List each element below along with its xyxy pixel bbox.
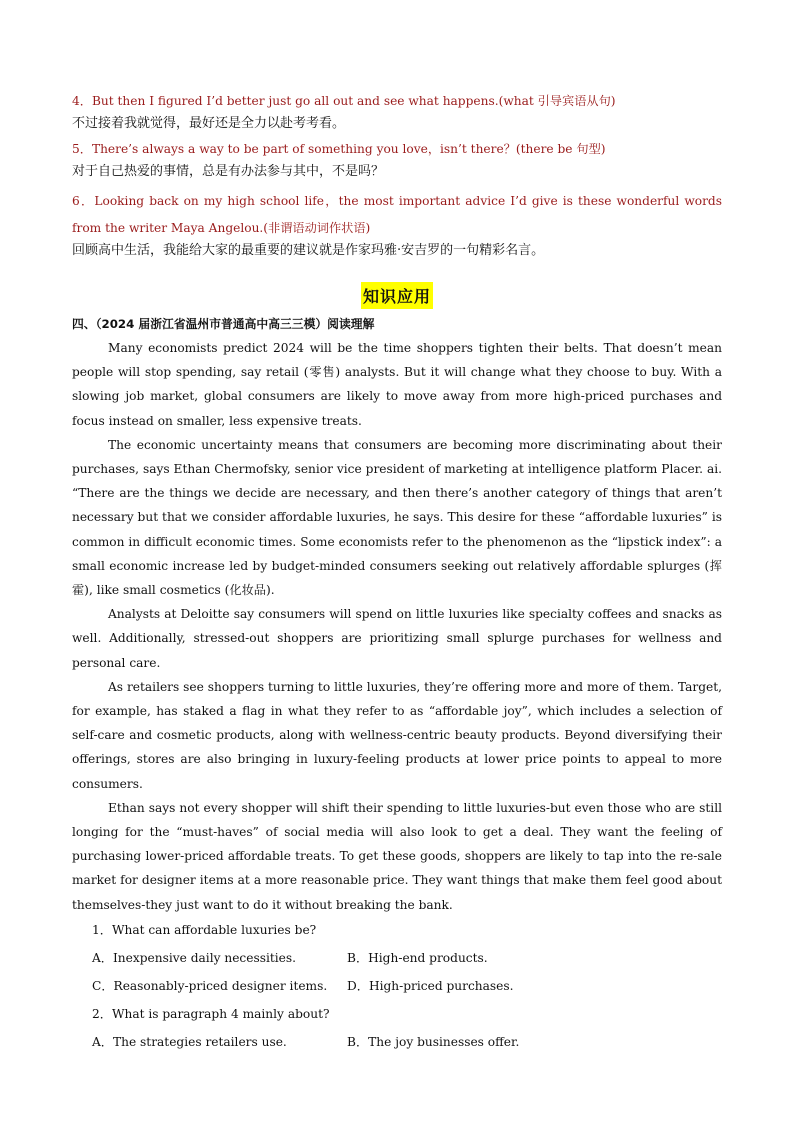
option-a[interactable]: A．The strategies retailers use. (92, 1034, 287, 1049)
section-title: 知识应用 (361, 282, 433, 309)
option-b[interactable]: B．High-end products. (347, 950, 488, 965)
question-2 (72, 1005, 722, 1051)
reading-passage (72, 336, 722, 917)
sentence-chinese: 对于自己热爱的事情，总是有办法参与其中，不是吗？ (72, 164, 385, 179)
sentence-chinese: 回顾高中生活，我能给大家的最重要的建议就是作家玛雅·安吉罗的一句精彩名言。 (72, 243, 545, 258)
option-b[interactable]: B．The joy businesses offer. (347, 1034, 520, 1049)
exercise-source: 四、（2024 届浙江省温州市普通高中高三三模）阅读理解 (72, 317, 375, 331)
example-sentence-5 (72, 140, 722, 181)
sentence-english: 6．Looking back on my high school life，the most important advice I’d give is these wonderful words from the writer Maya Angelou.(非谓语动词作状语) (72, 194, 722, 235)
option-a[interactable]: A．Inexpensive daily necessities. (92, 950, 296, 965)
sentence-english: 5．There’s always a way to be part of something you love，isn’t there？(there be 句型) (72, 142, 606, 156)
option-row (92, 949, 722, 967)
passage-paragraph-5: Ethan says not every shopper will shift their spending to little luxuries-but even those who are still longing for the “must-haves” of social media will also look to get a deal. They want the feeling of purchasing lower-priced affordable treats. To get these goods, shoppers are likely to tap into the re-sale market for designer items at a more reasonable price. They want things that make them feel good about themselves-they just want to do it without breaking the bank. (72, 800, 722, 912)
question-1 (72, 921, 722, 995)
option-row (92, 977, 722, 995)
sentence-chinese: 不过接着我就觉得，最好还是全力以赴考考看。 (72, 116, 346, 131)
example-sentence-6 (72, 188, 722, 260)
passage-paragraph-4: As retailers see shoppers turning to little luxuries, they’re offering more and more of them. Target, for example, has staked a flag in what they refer to as “affordable joy”, which includes a selection of self-care and cosmetic products, along with wellness-centric beauty products. Beyond diversifying their offerings, stores are also bringing in luxury-feeling products at lower price points to appeal to more consumers. (72, 679, 722, 791)
passage-paragraph-2: The economic uncertainty means that consumers are becoming more discriminating about their purchases, says Ethan Chermofsky, senior vice president of marketing at intelligence platform Placer. ai. “There are the things we decide are necessary, and then there’s another category of things that aren’t necessary but that we consider affordable luxuries, he says. This desire for these “affordable luxuries” is common in difficult economic times. Some economists refer to the phenomenon as the “lipstick index”: a small economic increase led by budget-minded consumers seeking out relatively affordable splurges (挥霍), like small cosmetics (化妆品). (72, 437, 722, 598)
passage-paragraph-1: Many economists predict 2024 will be the time shoppers tighten their belts. That doesn’t mean people will stop spending, say retail (零售) analysts. But it will change what they choose to buy. With a slowing job market, global consumers are likely to move away from more high-priced purchases and focus instead on smaller, less expensive treats. (72, 341, 722, 428)
question-stem: 1．What can affordable luxuries be? (92, 922, 317, 937)
option-d[interactable]: D．High-priced purchases. (347, 978, 514, 993)
sentence-english: 4．But then I figured I’d better just go all out and see what happens.(what 引导宾语从句) (72, 94, 616, 108)
option-row (92, 1033, 722, 1051)
option-c[interactable]: C．Reasonably-priced designer items. (92, 978, 328, 993)
document-page (72, 92, 722, 1051)
passage-paragraph-3: Analysts at Deloitte say consumers will spend on little luxuries like specialty coffees and snacks as well. Additionally, stressed-out shoppers are prioritizing small splurge purchases for wellness and personal care. (72, 607, 722, 670)
question-stem: 2．What is paragraph 4 mainly about? (92, 1006, 330, 1021)
example-sentence-4 (72, 92, 722, 133)
section-title-container (72, 282, 722, 309)
